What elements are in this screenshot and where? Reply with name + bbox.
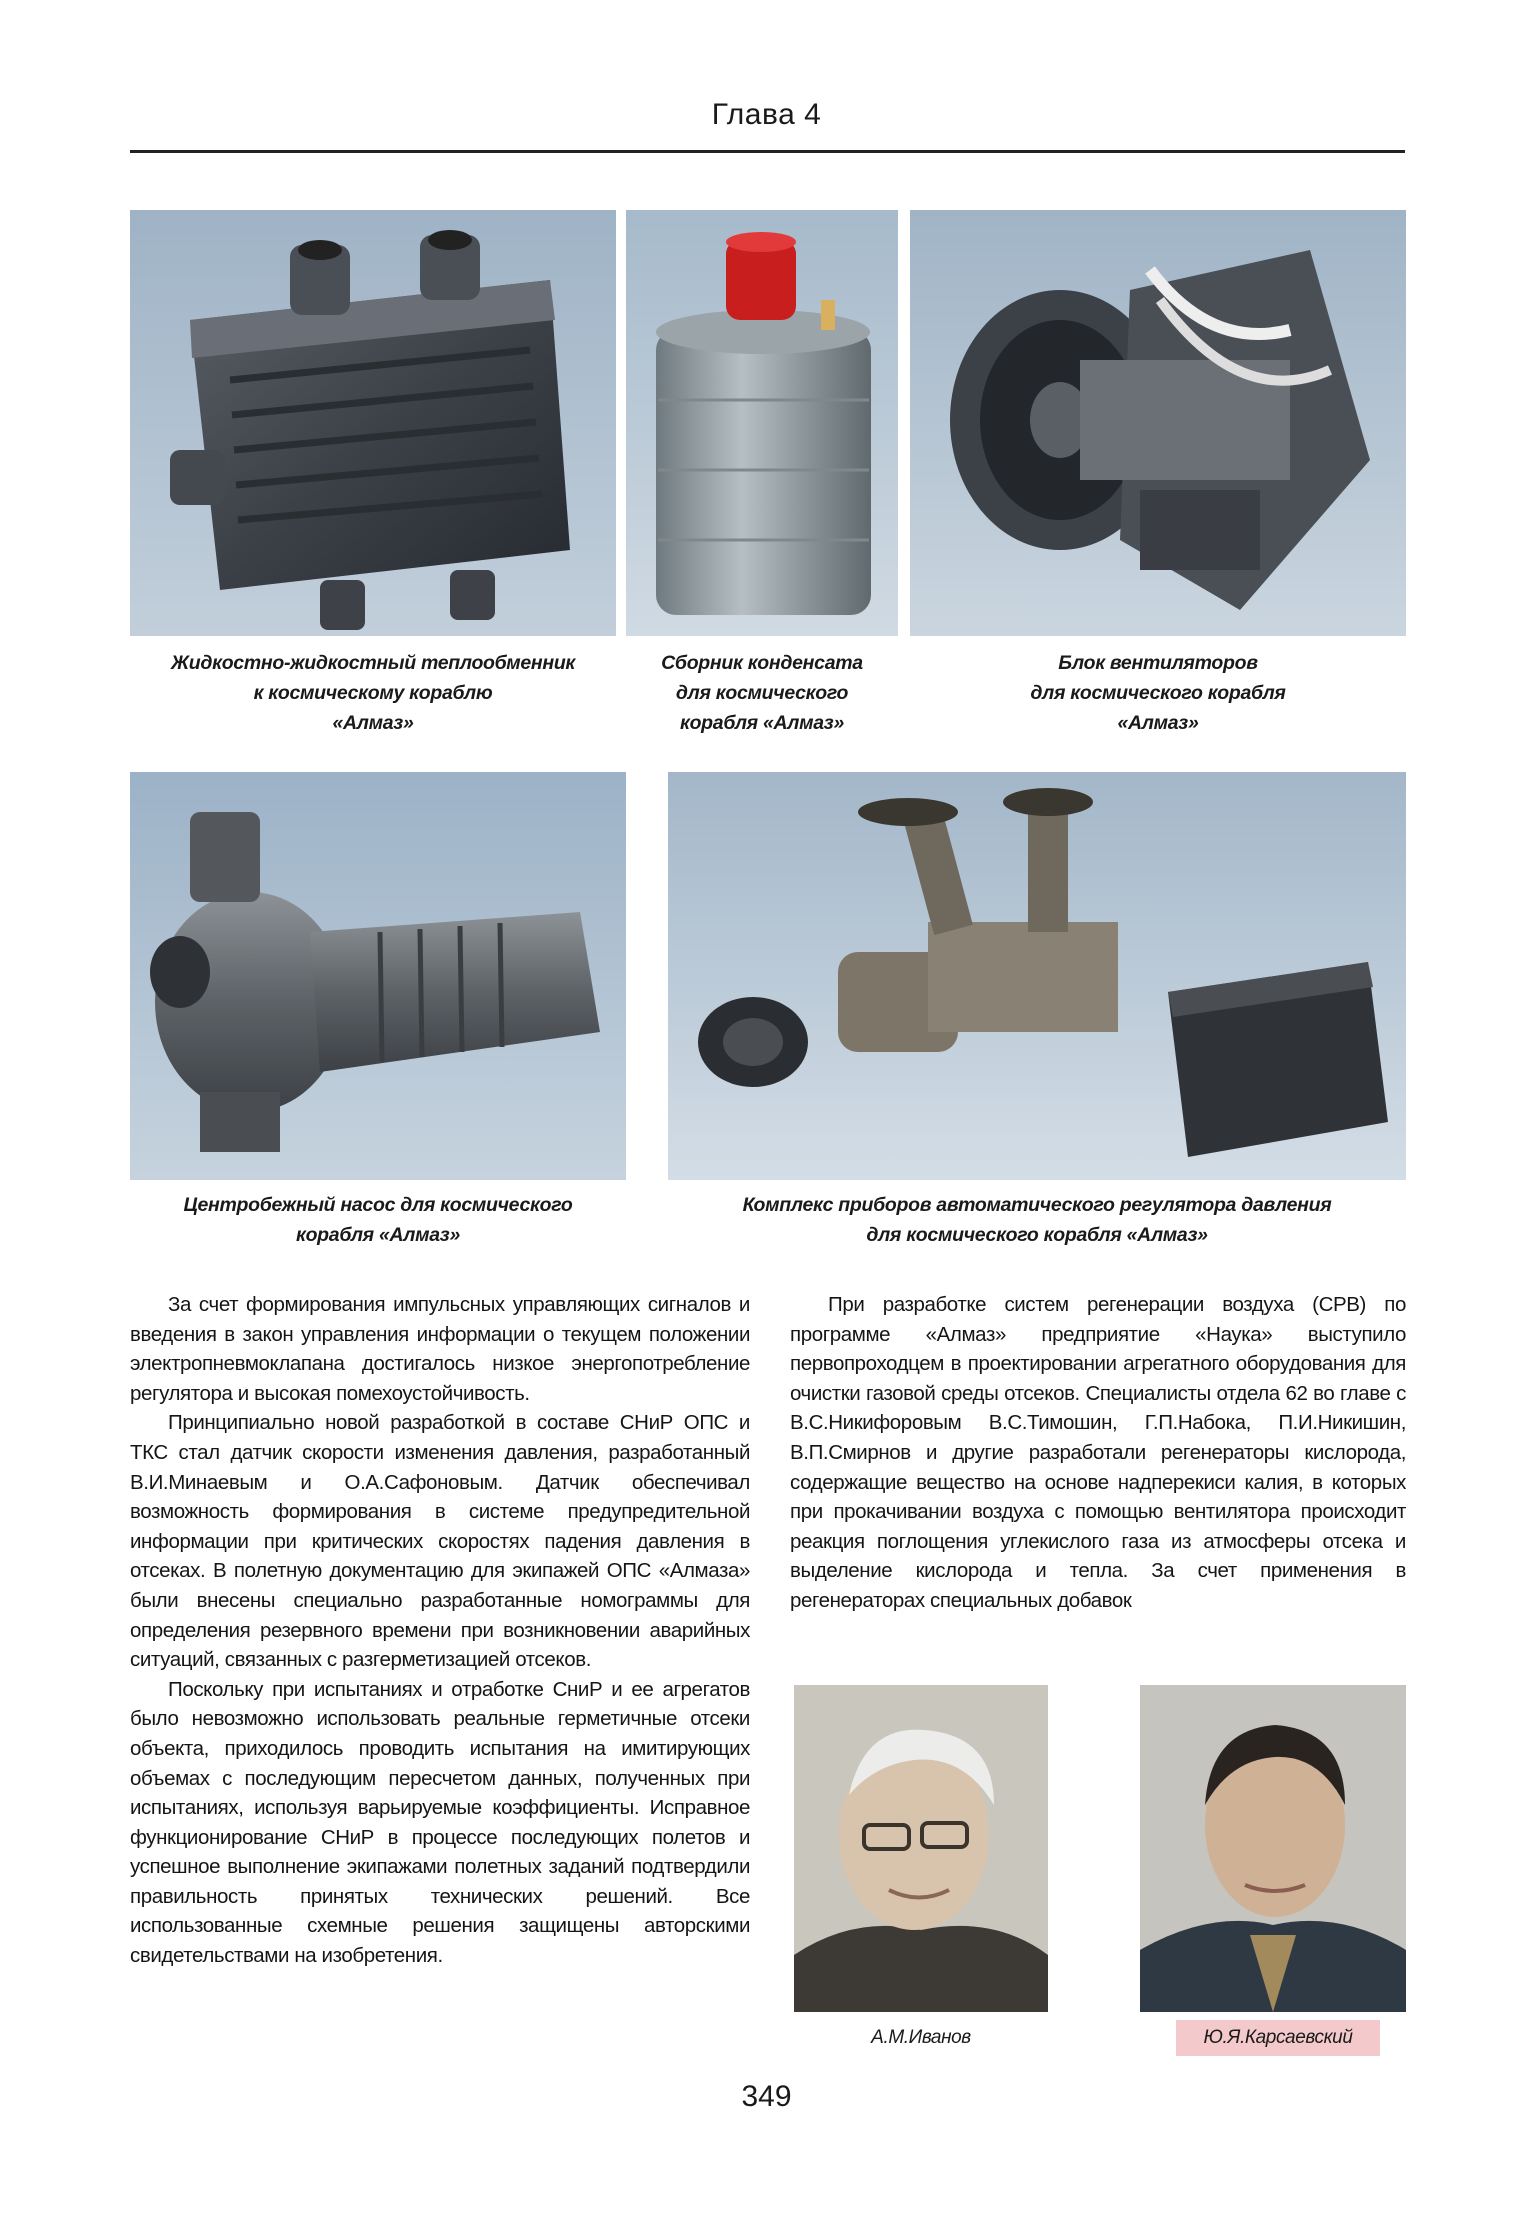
left-paragraph-1: За счет формирования импульсных управляющих сигналов и введения в закон управления информации о текущем положении электропневмоклапана достигалось низкое энергопотребление регулятора и высокая помехоустойчивость. — [130, 1293, 750, 1405]
condensate-collector-photo — [626, 210, 898, 636]
fan-unit-caption: Блок вентиляторов для космического корабля «Алмаз» — [1030, 652, 1286, 734]
portrait-caption-karsaevsky: Ю.Я.Карсаевский — [1176, 2020, 1380, 2056]
left-paragraph-3: Поскольку при испытаниях и отработке СниР и ее агрегатов было невозможно использовать реальные герметичные отсеки объекта, приходилось проводить испытания на имитирующих объемах с последующим пересчетом данных, полученных при испытаниях, используя варьируемые коэффициенты. Исправное функционирование СНиР в процессе последующих полетов и успешное выполнение экипажами полетных заданий подтвердили правильность принятых технических решений. Все использованные схемные решения защищены авторскими свидетельствами на изобретения. — [130, 1677, 750, 1968]
pressure-regulator-photo — [668, 772, 1406, 1180]
pressure-regulator-caption: Комплекс приборов автоматического регулятора давления для космического корабля «Алмаз» — [742, 1194, 1332, 1246]
right-text-column — [790, 1290, 1406, 1616]
portrait-karsaevsky — [1140, 1685, 1406, 2012]
fan-unit-photo — [910, 210, 1406, 636]
centrifugal-pump-caption: Центробежный насос для космического корабля «Алмаз» — [183, 1194, 573, 1246]
heat-exchanger-caption: Жидкостно-жидкостный теплообменник к космическому кораблю «Алмаз» — [170, 652, 576, 734]
page-number: 349 — [741, 2080, 792, 2113]
portrait-ivanov — [794, 1685, 1048, 2012]
left-paragraph-2: Принципиально новой разработкой в составе СНиР ОПС и ТКС стал датчик скорости изменения давления, разработанный В.И.Минаевым и О.А.Сафоновым. Датчик обеспечивал возможность формирования в системе предупредительной информации при критических скоростях падения давления в отсеках. В полетную документацию для экипажей ОПС «Алмаза» были внесены специально разработанные номограммы для определения резервного времени при возникновении аварийных ситуаций, связанных с разгерметизацией отсеков. — [130, 1411, 750, 1672]
condensate-collector-caption: Сборник конденсата для космического корабля «Алмаз» — [661, 652, 863, 734]
centrifugal-pump-photo — [130, 772, 626, 1180]
chapter-title: Глава 4 — [711, 98, 822, 131]
header-rule — [130, 150, 1405, 153]
portrait-caption-ivanov: А.М.Иванов — [871, 2027, 971, 2048]
heat-exchanger-photo — [130, 210, 616, 636]
left-text-column — [130, 1290, 750, 1971]
right-paragraph-1: При разработке систем регенерации воздуха (СРВ) по программе «Алмаз» предприятие «Наука» выступило первопроходцем в проектировании агрегатного оборудования для очистки газовой среды отсеков. Специалисты отдела 62 во главе с В.С.Никифоровым В.С.Тимошин, Г.П.Набока, П.И.Никишин, В.П.Смирнов и другие разработали регенераторы кислорода, содержащие вещество на основе надперекиси калия, в которых при прокачивании воздуха с помощью вентилятора происходит реакция поглощения углекислого газа из атмосферы отсека и выделение кислорода и тепла. За счет применения в регенераторах специальных добавок — [790, 1293, 1406, 1612]
